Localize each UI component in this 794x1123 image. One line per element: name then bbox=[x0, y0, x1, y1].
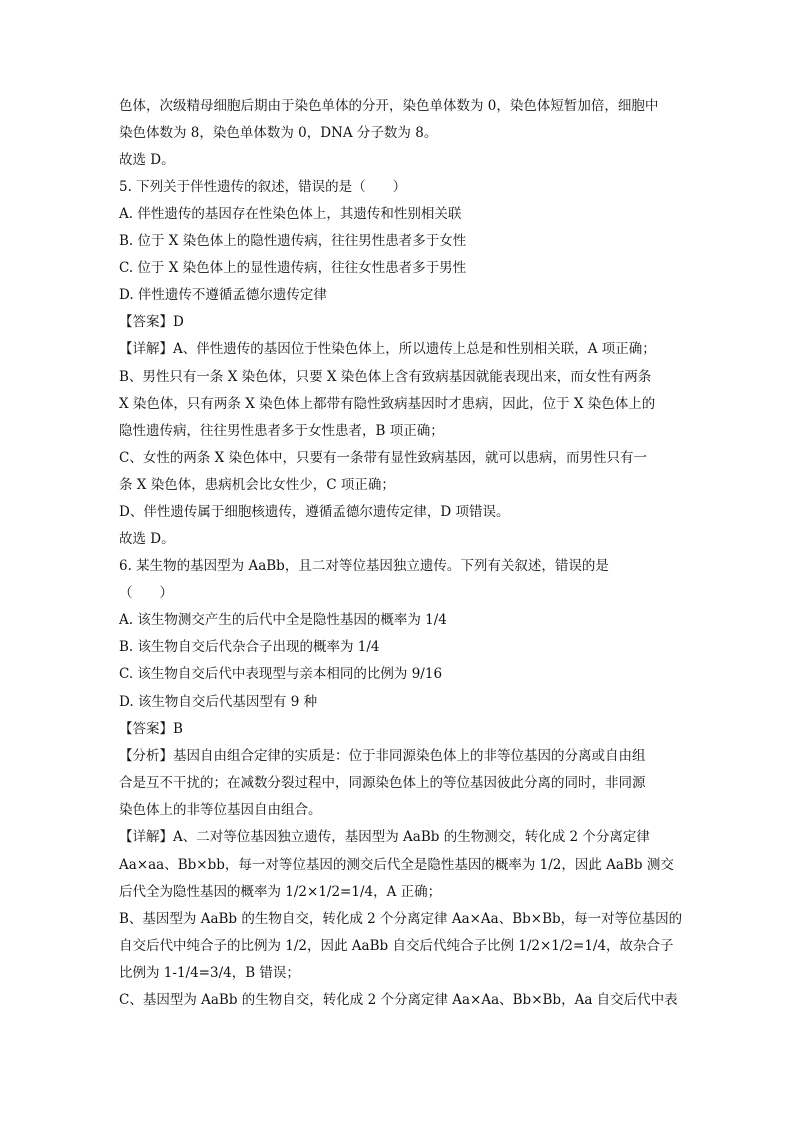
analysis-line: 合是互不干扰的；在减数分裂过程中，同源染色体上的等位基因彼此分离的同时，非同源 bbox=[119, 775, 646, 791]
option-c: C. 该生物自交后代中表现型与亲本相同的比例为 9/16 bbox=[119, 666, 443, 682]
answer: 【答案】D bbox=[119, 314, 184, 330]
option-a: A. 伴性遗传的基因存在性染色体上，其遗传和性别相关联 bbox=[119, 206, 462, 222]
explanation-line: 后代全为隐性基因的概率为 1/2×1/2=1/4，A 正确； bbox=[119, 884, 442, 900]
text-line: 染色体数为 8，染色单体数为 0，DNA 分子数为 8。 bbox=[119, 125, 438, 141]
explanation-line: 【详解】A、二对等位基因独立遗传，基因型为 AaBb 的生物测交，转化成 2 个分离定律 bbox=[119, 829, 650, 845]
explanation-line: C、基因型为 AaBb 的生物自交，转化成 2 个分离定律 Aa×Aa、Bb×Bb，Aa 自交后代中表 bbox=[119, 992, 678, 1008]
explanation-line: 比例为 1-1/4=3/4，B 错误； bbox=[119, 965, 300, 981]
explanation-line: B、基因型为 AaBb 的生物自交，转化成 2 个分离定律 Aa×Aa、Bb×Bb，每一对等位基因的 bbox=[119, 911, 683, 927]
explanation-line: 自交后代中纯合子的比例为 1/2，因此 AaBb 自交后代纯合子比例 1/2×1/2=1/4，故杂合子 bbox=[119, 938, 674, 954]
question-5: 5. 下列关于伴性遗传的叙述，错误的是（ ） bbox=[119, 179, 407, 195]
explanation-line: C、女性的两条 X 染色体中，只要有一条带有显性致病基因，就可以患病，而男性只有一 bbox=[119, 450, 648, 466]
option-d: D. 伴性遗传不遵循孟德尔遗传定律 bbox=[119, 287, 327, 303]
answer: 【答案】B bbox=[119, 721, 183, 737]
explanation-line: 条 X 染色体，患病机会比女性少，C 项正确； bbox=[119, 477, 395, 493]
explanation-line: 隐性遗传病，往往男性患者多于女性患者，B 项正确； bbox=[119, 423, 444, 439]
question-6: 6. 某生物的基因型为 AaBb，且二对等位基因独立遗传。下列有关叙述，错误的是 bbox=[119, 558, 609, 574]
explanation-line: B、男性只有一条 X 染色体，只要 X 染色体上含有致病基因就能表现出来，而女性有两条 bbox=[119, 369, 652, 385]
analysis-line: 【分析】基因自由组合定律的实质是：位于非同源染色体上的非等位基因的分离或自由组 bbox=[119, 748, 646, 764]
question-6-bracket: （ ） bbox=[119, 585, 173, 601]
text-line: 故选 D。 bbox=[119, 152, 175, 168]
text-line: 色体，次级精母细胞后期由于染色单体的分开，染色单体数为 0，染色体短暂加倍，细胞中 bbox=[119, 98, 659, 114]
explanation-line: Aa×aa、Bb×bb，每一对等位基因的测交后代全是隐性基因的概率为 1/2，因此 AaBb 测交 bbox=[119, 857, 674, 873]
option-d: D. 该生物自交后代基因型有 9 种 bbox=[119, 694, 318, 710]
option-c: C. 位于 X 染色体上的显性遗传病，往往女性患者多于男性 bbox=[119, 260, 467, 276]
option-a: A. 该生物测交产生的后代中全是隐性基因的概率为 1/4 bbox=[119, 612, 447, 628]
analysis-line: 染色体上的非等位基因自由组合。 bbox=[119, 802, 322, 818]
conclusion: 故选 D。 bbox=[119, 531, 175, 547]
explanation-line: 【详解】A、伴性遗传的基因位于性染色体上，所以遗传上总是和性别相关联，A 项正确； bbox=[119, 341, 656, 357]
option-b: B. 位于 X 染色体上的隐性遗传病，往往男性患者多于女性 bbox=[119, 233, 467, 249]
explanation-line: D、伴性遗传属于细胞核遗传，遵循孟德尔遗传定律，D 项错误。 bbox=[119, 504, 510, 520]
option-b: B. 该生物自交后代杂合子出现的概率为 1/4 bbox=[119, 639, 380, 655]
explanation-line: X 染色体，只有两条 X 染色体上都带有隐性致病基因时才患病，因此，位于 X 染色体上的 bbox=[119, 396, 656, 412]
